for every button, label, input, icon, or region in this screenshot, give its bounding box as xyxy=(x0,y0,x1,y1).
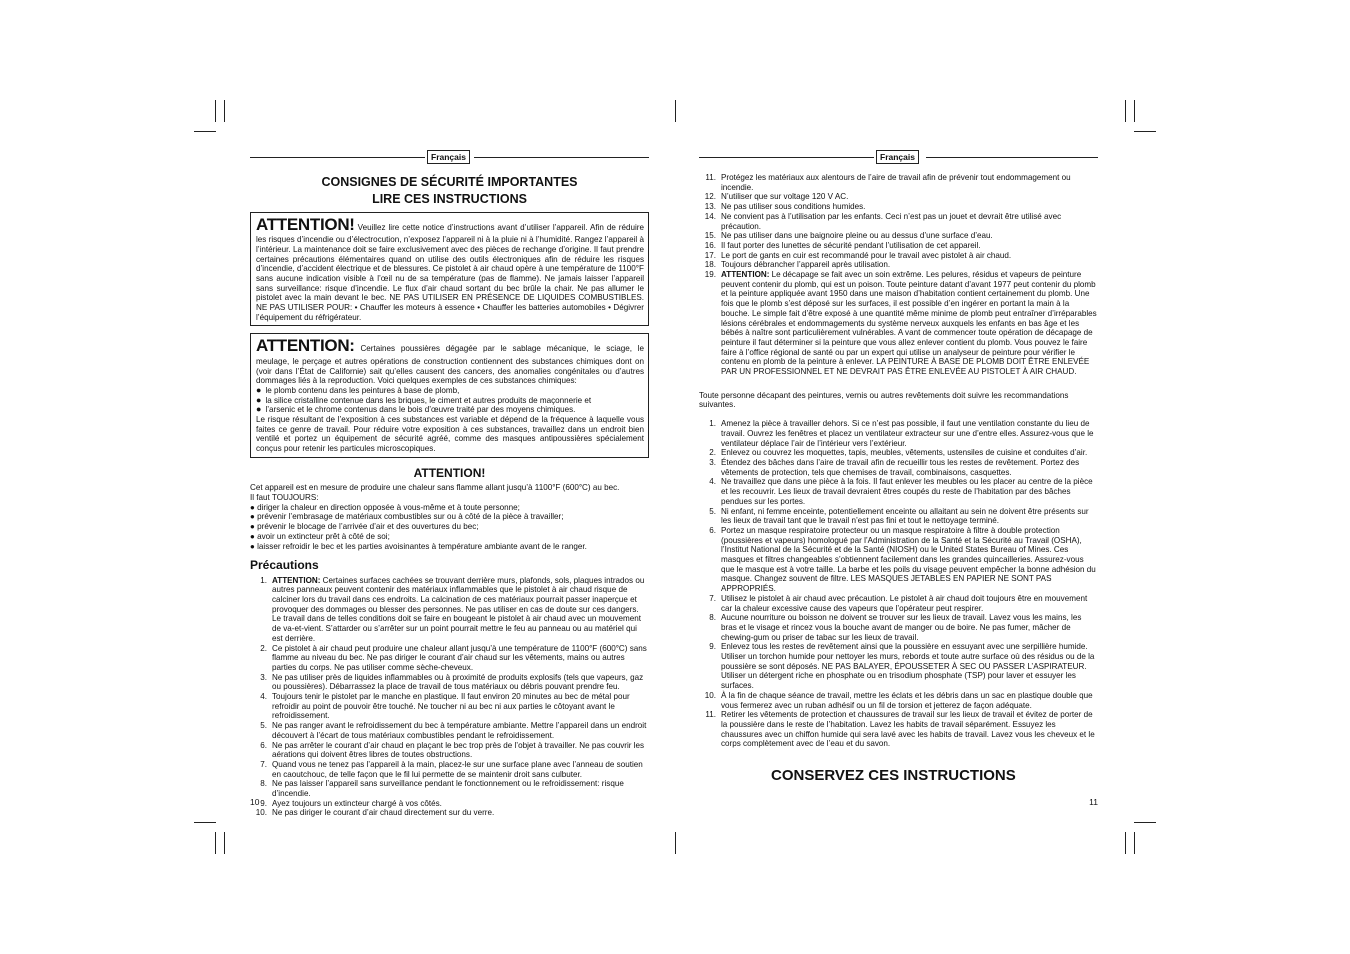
crop-mark xyxy=(675,100,676,122)
page-number: 10 xyxy=(250,797,260,807)
list-item: 8. Ne pas laisser l’appareil sans surveillance pendant le fonctionnement ou le refroidissement: risque d’incendie. xyxy=(260,779,624,799)
attention-label: ATTENTION: xyxy=(256,336,355,356)
list-item: 3. Ne pas utiliser près de liquides inflammables ou à proximité de produits explosifs (tels que vapeurs, gaz ou poussières). Débarrassez la place de travail de tous matériaux ou débris pouvant prendre feu. xyxy=(260,672,644,692)
crop-mark xyxy=(1134,100,1135,122)
list-item: 2. Enlevez ou couvrez les moquettes, tapis, meubles, vêtements, ustensiles de cuisine et conduites d’air. xyxy=(709,448,1088,458)
list-item: 15. Ne pas utiliser dans une baignoire pleine ou au dessus d’une surface d’eau. xyxy=(704,231,993,241)
crop-mark xyxy=(224,832,225,854)
crop-mark xyxy=(194,131,216,132)
language-tab: Français xyxy=(876,150,919,164)
header-rule xyxy=(474,157,649,158)
list-item: 10. À la fin de chaque séance de travail, mettre les éclats et les débris dans un sac en plastique double que vous fermerez avec un ruban adhésif ou un fil de torsion et jetterez de façon adéquate. xyxy=(704,690,1093,710)
list-item: 8. Aucune nourriture ou boisson ne doivent se trouver sur les lieux de travail. Lavez vous les mains, les bras et le visage et rincez vous la bouche avant de manger ou de boire. Ne pas fumer, mâcher de chewing-gum ou priser de tabac sur les lieux de travail. xyxy=(709,613,1082,642)
attention-heading: ATTENTION! xyxy=(413,465,486,480)
attention-list: Cet appareil est en mesure de produire une chaleur sans flamme allant jusqu’à 1100°F (600°C) au bec. Il faut TOUJOURS: ● diriger la chaleur en direction opposée à vous-même et à toute personne; ● prévenir l’embrasage de matériaux combustibles sur ou à côté de la pièce à travailler; ● prévenir le blocage de l’arrivée d’air et des ouvertures du bec; ● avoir un extincteur prêt à côté de soi; ● laisser refroidir le bec et les parties avoisinantes à température ambiante avant de le ranger. xyxy=(250,483,620,551)
list-item: 10. Ne pas diriger le courant d’air chaud directement sur du verre. xyxy=(255,808,495,818)
crop-mark xyxy=(1134,131,1156,132)
page-number: 11 xyxy=(1089,797,1098,807)
list-item: 18. Toujours débrancher l’appareil après utilisation. xyxy=(704,260,891,270)
list-item: 7. Quand vous ne tenez pas l’appareil à la main, placez-le sur une surface plane avec l’anneau de soutien en caoutchouc, de telle façon que le fil lui permette de se maintenir droit sans culbuter. xyxy=(260,759,643,779)
list-item: 19. ATTENTION: Le décapage se fait avec un soin extrême. Les pelures, résidus et vapeurs de peinture peuvent contenir du plomb, qui est un poison. Toute peinture datant d’avant 1977 peut contenir du plomb et la peinture appliquée avant 1950 dans une maison d’habitation contient certainement du plomb. Une fois que le plomb s’est déposé sur les surfaces, il est possible d’en ingérer en portant la main à la bouche. Le simple fait d’être exposé à une quantité même minime de plomb peut entraîner d’irréparables lésions cérébrales et endommagements du système nerveux auxquels les enfants en bas âge et les bébés à naître sont particulièrement vulnérables. A vant de commencer toute opération de décapage de peinture il faut déterminer si la peinture que vous allez enlever contient du plomb. Vous pouvez le faire faire à l’office régional de santé ou par un expert qui utilise un analyseur de peinture pour vérifier le contenu en plomb de la peinture à enlever. LA PEINTURE À BASE DE PLOMB DOIT ÊTRE ENLEVÉE PAR UN PROFESSIONNEL ET NE DEVRAIT PAS ÊTRE ENLEVÉE AU PISTOLET À AIR CHAUD. xyxy=(704,270,1097,377)
precautions-heading: Précautions xyxy=(250,558,319,573)
crop-mark xyxy=(1134,822,1156,823)
header-rule xyxy=(699,157,874,158)
header-rule xyxy=(250,157,425,158)
chemical-warning-text: Certaines poussières dégagée par le sablage mécanique, le sciage, le meulage, le perçage et autres opérations de construction contiennent des substances chimiques dont on (voir dans l’État de Californie) sait qu’elles causent des cancers, des anomalies congénitales ou d’autres dommages liés à la reproduction. Voici quelques exemples de ces substances chimiques: xyxy=(256,344,645,386)
list-item: 1. ATTENTION: Certaines surfaces cachées se trouvant derrière murs, plafonds, sols, plaques intrados ou autres panneaux peuvent contenir des matériaux inflammables que le pistolet à air chaud risque de calciner lors du travail dans ces endroits. La calcination de ces matériaux pourrait passer inaperçue et provoquer des dommages ou blesser des personnes. Ne pas utiliser en cas de doute sur ces dangers. Le travail dans de telles conditions doit se faire en bougeant le pistolet à air chaud avec un mouvement de va-et-vient. S’attarder ou s’arrêter sur un point pourrait mettre le feu au panneau ou au matériel qui est derrière. xyxy=(260,575,645,643)
list-item: 12. N’utiliser que sur voltage 120 V AC. xyxy=(704,192,849,202)
list-item: 2. Ce pistolet à air chaud peut produire une chaleur allant jusqu’à une température de 1100°F (600°C) sans flamme au niveau du bec. Ne pas diriger le courant d’air chaud sur les vêtements, mains ou autres parties du corps. Ne pas utiliser comme sèche-cheveux. xyxy=(260,643,647,672)
list-item: 4. Ne travaillez que dans une pièce à la fois. Il faut enlever les meubles ou les placer au centre de la pièce et les recouvrir. Les lieux de travail devraient êtres coupés du reste de l’habitation par des bâches pendues sur les portes. xyxy=(709,477,1093,506)
list-item: 7. Utilisez le pistolet à air chaud avec précaution. Le pistolet à air chaud doit toujours être en mouvement car la chaleur excessive cause des vapeurs que l’opérateur peut respirer. xyxy=(709,593,1088,613)
crop-mark xyxy=(1125,100,1126,122)
list-item: 3. Étendez des bâches dans l’aire de travail afin de recueillir tous les restes de revêtement. Portez des vêtements de protection, tels que chemises de travail, combinaisons, casquettes. xyxy=(709,457,1080,477)
recommendations-list xyxy=(699,419,1098,749)
list-item: 9. Enlevez tous les restes de revêtement ainsi que la poussière en essuyant avec une serpillière humide. Utiliser un torchon humide pour nettoyer les murs, rebords et toute autre surface où des résidus ou de la poussière se sont déposés. NE PAS BALAYER, ÉPOUSSETER À SEC OU PASSER L’ASPIRATEUR. Utiliser un détergent riche en phosphate ou en trisodium phosphate (TSP) pour laver et essuyer les surfaces. xyxy=(709,642,1095,691)
list-item: 1. Amenez la pièce à travailler dehors. Si ce n’est pas possible, il faut une ventilation constante du lieu de travail. Ouvrez les fenêtres et placez un ventilateur extracteur sur une d’entre elles. Assurez-vous que le ventilateur déplace l’air de l’intérieur vers l’extérieur. xyxy=(709,419,1094,448)
page-title: CONSIGNES DE SÉCURITÉ IMPORTANTES LIRE CES INSTRUCTIONS xyxy=(321,175,578,206)
intro-paragraph: Toute personne décapant des peintures, vernis ou autres revêtements doit suivre les recommandations suivantes. xyxy=(699,390,1069,410)
list-item: 9. Ayez toujours un extincteur chargé à vos côtés. xyxy=(260,798,442,808)
list-item: 11. Protégez les matériaux aux alentours de l’aire de travail afin de prévenir tout endommagement ou incendie. xyxy=(705,173,1071,192)
list-item: 16. Il faut porter des lunettes de sécurité pendant l’utilisation de cet appareil. xyxy=(704,240,981,250)
warning-box xyxy=(250,212,649,327)
warning-text: Veuillez lire cette notice d’instructions avant d’utiliser l’appareil. Afin de réduire les risques d’incendie ou d’électrocution, n’exposez l’appareil ni à la pluie ni à l’humidité. Rangez l’appareil à l’intérieur. La maintenance doit se faire exclusivement avec des pièces de rechange d’origine. Il faut prendre certaines précautions élémentaires quand on utilise des outils électroniques afin de réduire les risques d’incendie, d’accident électrique et de blessures. Ce pistolet à air chaud opère à une température de 1100°F sans aucune indication visible à l’œil nu de sa température (pas de flamme). Ne jamais laisser l’appareil sans surveillance: risque d’incendie. Le flux d’air chaud sortant du bec brûle la chair. Ne pas allumer le pistolet avec la main devant le bec. NE PAS UTILISER EN PRÉSENCE DE LIQUIDES COMBUSTIBLES. NE PAS UTILISER POUR: • Chauffer les moteurs à essence • Chauffer les batteries automobiles • Dégivrer l’équipement du réfrigérateur. xyxy=(256,222,644,322)
bullet-item: ● l’arsenic et le chrome contenus dans le bois d’œuvre traité par des moyens chimiques. xyxy=(256,404,576,415)
conserve-heading: CONSERVEZ CES INSTRUCTIONS xyxy=(771,767,1016,785)
list-item: 13. Ne pas utiliser sous conditions humides. xyxy=(704,202,866,212)
precautions-list-continued xyxy=(699,173,1098,377)
crop-mark xyxy=(675,832,676,854)
bullet-item: ● le plomb contenu dans les peintures à base de plomb, xyxy=(256,384,460,395)
crop-mark xyxy=(1125,832,1126,854)
list-item: 5. Ni enfant, ni femme enceinte, potentiellement enceinte ou allaitant au sein ne doivent être présents sur les lieux de travail tant que le travail n’est pas fini et tout le nettoyage terminé. xyxy=(709,506,1089,526)
header-rule xyxy=(926,157,1098,158)
list-item: 17. Le port de gants en cuir est recommandé pour le travail avec pistolet à air chaud. xyxy=(704,250,1012,260)
list-item: 6. Portez un masque respiratoire protecteur ou un masque respiratoire à filtre à double protection (poussières et vapeurs) homologué par l’Administration de la Santé et la Sécurité au Travail (OSHA), l’Institut National de la Sécurité et de la Santé (NIOSH) ou le United States Bureau of Mines. Ces masques et filtres changeables s’obtiennent facilement dans les grandes quincailleries. Assurez-vous que le masque est à votre taille. La barbe et les poils du visage peuvent empêcher la bonne adhésion du masque. Changez souvent de filtre. LES MASQUES JETABLES EN PAPIER NE SONT PAS APPROPRIÉS. xyxy=(709,525,1096,594)
list-item: 5. Ne pas ranger avant le refroidissement du bec à température ambiante. Mettre l’appareil dans un endroit découvert à l’écart de tous matériaux combustibles pendant le refroidissement. xyxy=(260,721,647,740)
chemical-warning-tail: Le risque résultant de l’exposition à ces substances est variable et dépend de la fréquence à laquelle vous faites ce genre de travail. Pour réduire votre exposition à ces substances, travaillez dans un endroit bien ventilé et portez un équipement de sécurité agréé, comme des masques antipoussières spécialement conçus pour retenir les particules microscopiques. xyxy=(256,415,644,454)
list-item: 11. Retirer les vêtements de protection et chaussures de travail sur les lieux de travail et évitez de porter de la poussière dans le reste de l’habitation. Lavez les habits de travail séparément. Essuyez les chaussures avec un chiffon humide qui sera lavé avec les habits de travail. Lavez vous les cheveux et le corps complètement avec de l’eau et du savon. xyxy=(705,710,1095,749)
crop-mark xyxy=(194,822,216,823)
list-item: 6. Ne pas arrêter le courant d’air chaud en plaçant le bec trop près de l’objet à travailler. Ne pas couvrir les aérations qui doivent êtres libres de toutes obstructions. xyxy=(260,740,645,760)
chemical-warning-box xyxy=(250,333,649,457)
crop-mark xyxy=(224,100,225,122)
precautions-list xyxy=(250,576,649,819)
crop-mark xyxy=(215,100,216,122)
list-item: 14. Ne convient pas à l’utilisation par les enfants. Ceci n’est pas un jouet et devrait être utilisé avec précaution. xyxy=(704,211,1062,231)
language-tab: Français xyxy=(427,150,470,164)
list-item: 4. Toujours tenir le pistolet par le manche en plastique. Il faut environ 20 minutes au bec de métal pour refroidir au point de pouvoir être touché. Ne toucher ni au bec ni aux parties le côtoyant avant le refroidissement. xyxy=(260,692,630,721)
bullet-item: ● la silice cristalline contenue dans les briques, le ciment et autres produits de maçonnerie et xyxy=(256,394,592,405)
crop-mark xyxy=(1134,832,1135,854)
attention-label: ATTENTION! xyxy=(256,214,355,234)
crop-mark xyxy=(215,832,216,854)
